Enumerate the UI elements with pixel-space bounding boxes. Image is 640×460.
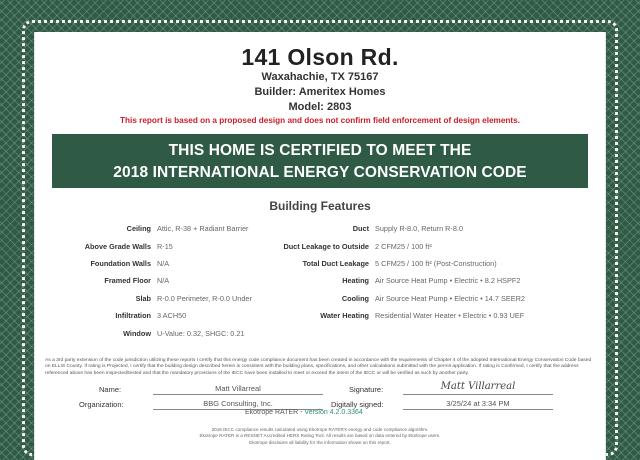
model-number: Model: 2803 bbox=[288, 101, 352, 113]
feature-row-duct bbox=[235, 220, 606, 237]
certification-statement: As a 3rd party extension of the code jurisdiction utilizing these reports I certify that this energy code compliance document has been created in accordance with the requirements of Chapter 4 of the adopted International Energy Conservation Code based on ELLIS County. If rating is Projected, I certify that the building design described herein is consistent with the building plans, specifications, and other calculations submitted with the permit application. If rating is Confirmed, I certify that the address referenced above has been inspected/tested and that the mandatory provisions of the IECC have been installed to meet or exceed the intent of the IECC or will be verified as such by another party. bbox=[45, 358, 592, 376]
feature-value: 5 CFM25 / 100 ft² (Post-Construction) bbox=[375, 258, 497, 268]
feature-row-total-duct-leakage bbox=[235, 255, 606, 272]
feature-value: Air Source Heat Pump • Electric • 14.7 SEER2 bbox=[375, 293, 525, 303]
feature-row-water-heating bbox=[235, 307, 606, 324]
feature-label: Water Heating bbox=[320, 311, 369, 321]
features-grid bbox=[35, 220, 605, 342]
signature-block bbox=[35, 383, 605, 433]
feature-label: Window bbox=[123, 328, 151, 338]
banner-line-1: THIS HOME IS CERTIFIED TO MEET THE bbox=[168, 142, 472, 159]
feature-row-cooling bbox=[235, 290, 606, 307]
feature-row-heating bbox=[235, 272, 606, 289]
certification-banner bbox=[52, 134, 588, 188]
feature-value: Air Source Heat Pump • Electric • 8.2 HSPF2 bbox=[375, 276, 521, 286]
name-value: Matt Villarreal bbox=[153, 384, 323, 395]
property-address: 141 Olson Rd. bbox=[241, 44, 399, 70]
feature-value: 3 ACH50 bbox=[157, 311, 187, 321]
footer-line-1: 2018 IECC compliance results calculated using Ekotrope RATER's energy and code compliance algorithm. bbox=[211, 427, 429, 433]
city-state-zip: Waxahachie, TX 75167 bbox=[261, 71, 379, 83]
feature-value: N/A bbox=[157, 258, 170, 268]
footer-line-3: Ekotrope disclaims all liability for the information shown on this report. bbox=[249, 439, 391, 445]
feature-value: Residential Water Heater • Electric • 0.93 UEF bbox=[375, 311, 525, 321]
feature-label: Ceiling bbox=[126, 224, 151, 234]
feature-value: Attic, R-38 + Radiant Barrier bbox=[157, 224, 249, 234]
feature-label: Duct bbox=[352, 224, 369, 234]
feature-label: Framed Floor bbox=[104, 276, 151, 286]
feature-value: N/A bbox=[157, 276, 170, 286]
header bbox=[35, 44, 605, 127]
name-label: Name: bbox=[99, 385, 122, 395]
feature-value: Supply R-8.0, Return R-8.0 bbox=[375, 224, 464, 234]
feature-label: Total Duct Leakage bbox=[302, 258, 369, 268]
organization-label: Organization: bbox=[79, 400, 124, 410]
feature-value: R-0.0 Perimeter, R-0.0 Under bbox=[157, 293, 252, 303]
signature-label: Signature: bbox=[349, 385, 384, 395]
features-title: Building Features bbox=[269, 199, 371, 213]
feature-value: U-Value: 0.32, SHGC: 0.21 bbox=[157, 328, 245, 338]
design-disclaimer: This report is based on a proposed design and does not confirm field enforcement of design elements. bbox=[120, 116, 520, 125]
organization-value: BBG Consulting, Inc. bbox=[153, 399, 323, 410]
version-number: Version 4.2.0.3364 bbox=[304, 409, 363, 417]
feature-label: Foundation Walls bbox=[90, 258, 151, 268]
features-right-column bbox=[235, 220, 606, 324]
feature-label: Duct Leakage to Outside bbox=[283, 241, 369, 251]
feature-label: Above Grade Walls bbox=[84, 241, 151, 251]
feature-label: Slab bbox=[135, 293, 151, 303]
signature-value: Matt Villarreal bbox=[403, 382, 553, 395]
feature-value: R-15 bbox=[157, 241, 173, 251]
feature-value: 2 CFM25 / 100 ft² bbox=[375, 241, 432, 251]
digitally-signed-label: Digitally signed: bbox=[331, 400, 384, 410]
software-name: Ekotrope RATER - bbox=[245, 409, 303, 417]
feature-label: Cooling bbox=[341, 293, 369, 303]
certificate-sheet bbox=[34, 32, 606, 460]
feature-label: Heating bbox=[342, 276, 369, 286]
feature-row-duct-leakage-outside bbox=[235, 237, 606, 254]
feature-label: Infiltration bbox=[115, 311, 151, 321]
feature-row-window bbox=[35, 324, 285, 341]
software-version bbox=[245, 409, 363, 416]
banner-line-2: 2018 INTERNATIONAL ENERGY CONSERVATION CODE bbox=[113, 164, 527, 181]
footer-line-2: Ekotrope RATER is a RESNET Accredited HERS Rating Tool. All results are based on data entered by Ekotrope users. bbox=[199, 433, 441, 439]
builder-name: Builder: Ameritex Homes bbox=[254, 86, 386, 98]
digitally-signed-value: 3/25/24 at 3:34 PM bbox=[403, 399, 553, 410]
